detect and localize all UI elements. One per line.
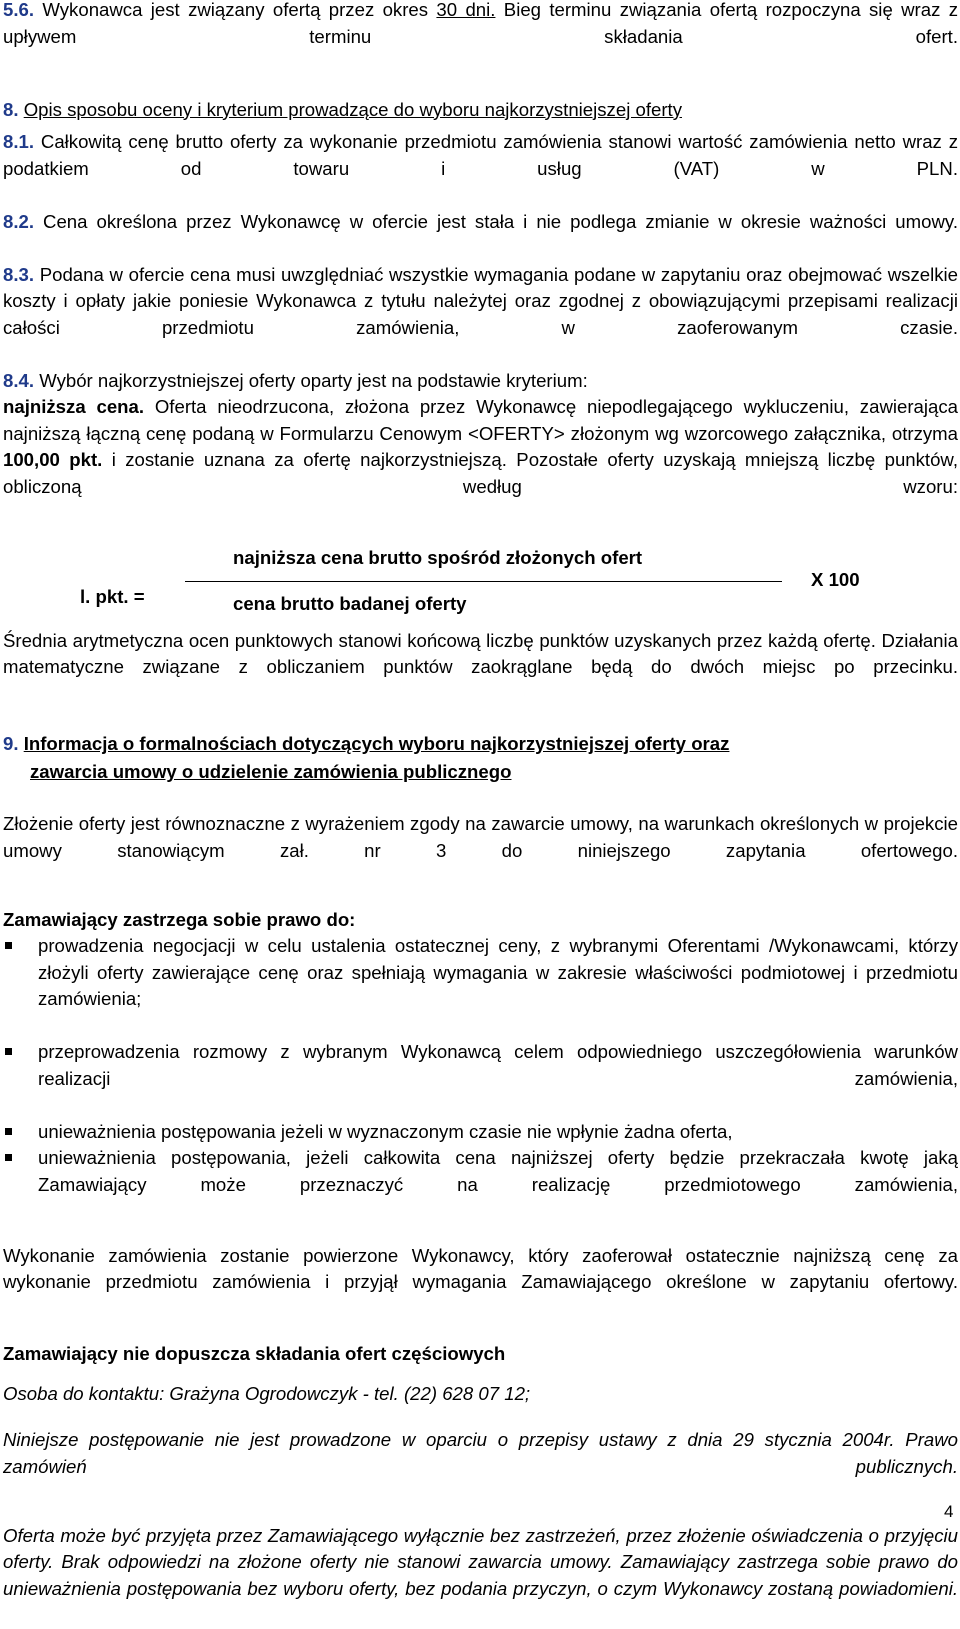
list-item-text: prowadzenia negocjacji w celu ustalenia ostatecznej ceny, z wybranymi Oferentami /Wykonawcami, którzy złożyli oferty zawierające cenę oraz spełniają wymagania w zakresie właściwości podmiotowej i przedmiotu zamówienia; <box>38 935 958 1009</box>
section-text: Podana w ofercie cena musi uwzględniać wszystkie wymagania podane w zapytaniu oraz obejmować wszelkie koszty i opłaty jakie poniesie Wykonawca z tytułu należytej oraz zgodnej z obowiązującymi przepisami realizacji całości przedmiotu zamówienia, w zaoferowanym czasie. <box>3 263 958 338</box>
section-9-heading <box>3 730 958 786</box>
formula-lhs: l. pkt. = <box>80 585 145 607</box>
list-item-text: przeprowadzenia rozmowy z wybranym Wykonawcą celem odpowiedniego uszczegółowienia warunków realizacji zamówienia, <box>38 1041 958 1089</box>
section-8-4-criterion <box>3 394 958 527</box>
section-text: Cena określona przez Wykonawcę w ofercie jest stała i nie podlega zmianie w okresie ważności umowy. <box>43 210 958 232</box>
average-paragraph: Średnia arytmetyczna ocen punktowych stanowi końcową liczbę punktów uzyskanych przez każdą ofertę. Działania matematyczne związane z obliczaniem punktów zaokrąglane będą do dwóch miejsc po przecinku. <box>3 629 958 677</box>
section-8-heading <box>3 97 958 124</box>
max-points: 100,00 pkt. <box>3 449 103 470</box>
section-heading-line-1: Informacja o formalnościach dotyczących wyboru najkorzystniejszej oferty oraz <box>23 733 730 754</box>
list-item <box>3 933 958 1039</box>
section-text: Całkowitą cenę brutto oferty za wykonanie przedmiotu zamówienia stanowi wartość zamówienia netto wraz z podatkiem od towaru i usług (VAT) w PLN. <box>3 131 958 179</box>
contact-paragraph: Osoba do kontaktu: Grażyna Ogrodowczyk - tel. (22) 628 07 12; <box>3 1382 531 1404</box>
list-item <box>3 1119 958 1146</box>
consent-paragraph: Złożenie oferty jest równoznaczne z wyrażeniem zgody na zawarcie umowy, na warunkach określonych w projekcie umowy stanowiącym zał. nr 3 do niniejszego zapytania ofertowego. <box>3 813 958 861</box>
criterion-description-continued: i zostanie uznana za ofertę najkorzystniejszą. Pozostałe oferty uzyskają mniejszą liczbę punktów, obliczoną według wzoru: <box>3 449 958 497</box>
page-number: 4 <box>944 1502 954 1521</box>
bullet-square-icon <box>5 1048 12 1055</box>
reserve-heading: Zamawiający zastrzega sobie prawo do: <box>3 908 356 930</box>
bullet-square-icon <box>5 1128 12 1135</box>
list-item-text: unieważnienia postępowania jeżeli w wyznaczonym czasie nie wpłynie żadna oferta, <box>38 1120 733 1142</box>
section-heading-line-2: zawarcia umowy o udzielenie zamówienia publicznego <box>30 761 512 782</box>
section-number: 5.6. <box>3 0 35 20</box>
document-page <box>3 0 958 1629</box>
formula-denominator: cena brutto badanej oferty <box>233 592 467 614</box>
section-8-3 <box>3 262 958 368</box>
award-paragraph: Wykonanie zamówienia zostanie powierzone Wykonawcy, który zaoferował ostatecznie najniższą cenę za wykonanie przedmiotu zamówienia i przyjął wymagania Zamawiającego określone w zapytaniu ofertowy. <box>3 1244 958 1292</box>
formula-numerator: najniższa cena brutto spośród złożonych ofert <box>233 546 643 568</box>
list-item <box>3 1039 958 1119</box>
section-text: Wykonawca jest związany ofertą przez okres <box>42 0 429 20</box>
section-5-6 <box>3 0 958 77</box>
criterion-label: najniższa cena. <box>3 396 145 417</box>
section-number: 8.2. <box>3 210 35 232</box>
bullet-square-icon <box>5 1154 12 1161</box>
section-text-continued: Bieg terminu związania ofertą rozpoczyna się wraz z upływem terminu składania ofert. <box>3 0 959 47</box>
partial-offers-heading: Zamawiający nie dopuszcza składania ofert częściowych <box>3 1343 506 1364</box>
formula-multiplier: X 100 <box>811 568 860 590</box>
section-text: Wybór najkorzystniejszej oferty oparty jest na podstawie kryterium: <box>39 369 588 391</box>
bullet-square-icon <box>5 942 12 949</box>
section-8-1 <box>3 129 958 209</box>
section-number: 8.1. <box>3 131 35 152</box>
criterion-description: Oferta nieodrzucona, złożona przez Wykonawcę niepodlegającego wykluczeniu, zawierająca najniższą łączną cenę podaną w Formularzu Cenowym <OFERTY> złożonym wg wzorcowego załącznika, otrzyma <box>3 396 958 444</box>
section-8-2 <box>3 209 958 262</box>
list-item-text: unieważnienia postępowania, jeżeli całkowita cena najniższej oferty będzie przekraczała kwotę jaką Zamawiający może przeznaczyć na realizację przedmiotowego zamówienia, <box>38 1147 958 1195</box>
section-number: 8.4. <box>3 369 35 391</box>
final-paragraph: Oferta może być przyjęta przez Zamawiającego wyłącznie bez zastrzeżeń, przez złożenie oświadczenia o przyjęciu oferty. Brak odpowiedzi na złożone oferty nie stanowi zawarcia umowy. Zamawiający zastrzega sobie prawo do unieważnienia postępowania bez wyboru oferty, bez podania przyczyn, o czym Wykonawcy zostaną powiadomieni. <box>3 1524 958 1599</box>
section-number: 8. <box>3 98 19 120</box>
law-paragraph: Niniejsze postępowanie nie jest prowadzone w oparciu o przepisy ustawy z dnia 29 stycznia 2004r. Prawo zamówień publicznych. <box>3 1429 958 1477</box>
section-number: 9. <box>3 733 19 754</box>
fraction-line <box>185 581 782 582</box>
list-item <box>3 1145 958 1225</box>
scoring-formula <box>3 545 958 615</box>
reserve-list <box>3 933 958 1225</box>
section-8-4 <box>3 368 958 395</box>
binding-period: 30 dni. <box>436 0 496 20</box>
section-heading: Opis sposobu oceny i kryterium prowadzące do wyboru najkorzystniejszej oferty <box>23 98 682 120</box>
section-number: 8.3. <box>3 263 35 285</box>
